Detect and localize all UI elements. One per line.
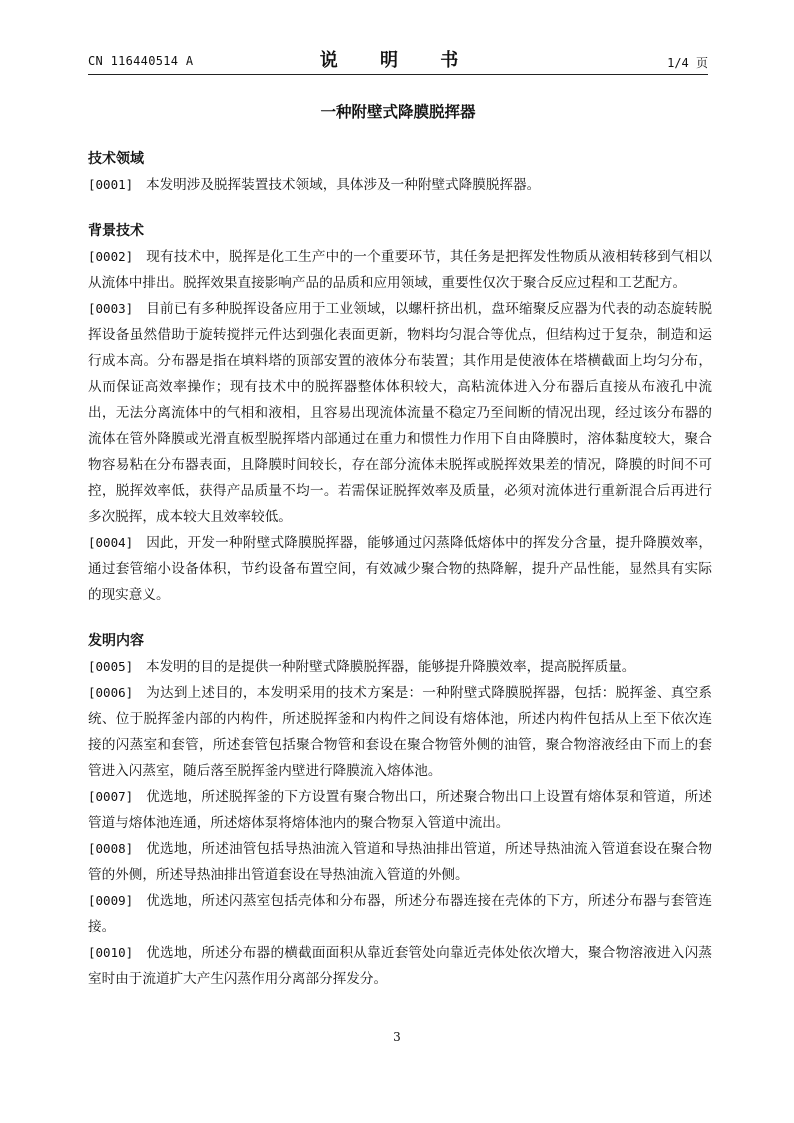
paragraph-text: 现有技术中，脱挥是化工生产中的一个重要环节，其任务是把挥发性物质从液相转移到气相以从流体中排出。脱挥效果直接影响产品的品质和应用领域，重要性仅次于聚合反应过程和工艺配方。 bbox=[88, 249, 712, 291]
section bbox=[88, 146, 712, 198]
document-body bbox=[88, 140, 712, 992]
paragraph-number: [0002] bbox=[88, 249, 134, 264]
paragraph bbox=[88, 836, 712, 888]
page-header bbox=[88, 44, 708, 72]
section-heading: 技术领域 bbox=[88, 151, 144, 167]
section bbox=[88, 628, 712, 992]
document-title: 一种附壁式降膜脱挥器 bbox=[320, 103, 476, 121]
page-number: 3 bbox=[393, 1030, 401, 1044]
paragraph-number: [0006] bbox=[88, 685, 134, 700]
paragraph-number: [0003] bbox=[88, 301, 134, 316]
paragraph bbox=[88, 940, 712, 992]
paragraph-number: [0010] bbox=[88, 945, 134, 960]
paragraph-number: [0007] bbox=[88, 789, 134, 804]
document-type-label: 说 明 书 bbox=[319, 50, 477, 71]
paragraph bbox=[88, 888, 712, 940]
paragraph-text: 本发明涉及脱挥装置技术领域，具体涉及一种附壁式降膜脱挥器。 bbox=[146, 177, 541, 193]
paragraph-text: 本发明的目的是提供一种附壁式降膜脱挥器，能够提升降膜效率，提高脱挥质量。 bbox=[146, 659, 636, 675]
section-heading: 发明内容 bbox=[88, 633, 144, 649]
paragraph-text: 优选地，所述油管包括导热油流入管道和导热油排出管道，所述导热油流入管道套设在聚合物管的外侧，所述导热油排出管道套设在导热油流入管道的外侧。 bbox=[88, 841, 712, 883]
paragraph-text: 优选地，所述闪蒸室包括壳体和分布器，所述分布器连接在壳体的下方，所述分布器与套管连接。 bbox=[88, 893, 712, 935]
paragraph bbox=[88, 784, 712, 836]
paragraph-text: 目前已有多种脱挥设备应用于工业领域，以螺杆挤出机，盘环缩聚反应器为代表的动态旋转脱挥设备虽然借助于旋转搅拌元件达到强化表面更新，物料均匀混合等优点，但结构过于复杂，制造和运行成本高。分布器是指在填料塔的顶部安置的液体分布装置；其作用是使液体在塔横截面上均匀分布，从而保证高效率操作；现有技术中的脱挥器整体体积较大，高粘流体进入分布器后直接从布液孔中流出，无法分离流体中的气相和液相，且容易出现流体流量不稳定乃至间断的情况出现，经过该分布器的流体在管外降膜或光滑直板型脱挥塔内部通过在重力和惯性力作用下自由降膜时，溶体黏度较大，聚合物容易粘在分布器表面，且降膜时间较长，存在部分流体未脱挥或脱挥效果差的情况，降膜的时间不可控，脱挥效率低，获得产品质量不均一。若需保证脱挥效率及质量，必须对流体进行重新混合后再进行多次脱挥，成本较大且效率较低。 bbox=[88, 301, 712, 525]
paragraph-number: [0009] bbox=[88, 893, 134, 908]
paragraph bbox=[88, 296, 712, 530]
paragraph-number: [0005] bbox=[88, 659, 134, 674]
paragraph-text: 为达到上述目的，本发明采用的技术方案是：一种附壁式降膜脱挥器，包括：脱挥釜、真空系统、位于脱挥釜内部的内构件，所述脱挥釜和内构件之间设有熔体池，所述内构件包括从上至下依次连接的闪蒸室和套管，所述套管包括聚合物管和套设在聚合物管外侧的油管，聚合物溶液经由下而上的套管进入闪蒸室，随后落至脱挥釜内壁进行降膜流入熔体池。 bbox=[88, 685, 712, 779]
paragraph-text: 因此，开发一种附壁式降膜脱挥器，能够通过闪蒸降低熔体中的挥发分含量，提升降膜效率，通过套管缩小设备体积，节约设备布置空间，有效减少聚合物的热降解，提升产品性能，显然具有实际的现实意义。 bbox=[88, 535, 712, 603]
paragraph bbox=[88, 172, 712, 198]
paragraph-text: 优选地，所述脱挥釜的下方设置有聚合物出口，所述聚合物出口上设置有熔体泵和管道，所述管道与熔体池连通，所述熔体泵将熔体池内的聚合物泵入管道中流出。 bbox=[88, 789, 712, 831]
paragraph-number: [0004] bbox=[88, 535, 134, 550]
paragraph bbox=[88, 654, 712, 680]
paragraph bbox=[88, 530, 712, 608]
header-divider bbox=[88, 74, 708, 75]
paragraph bbox=[88, 244, 712, 296]
page-indicator: 1/4 页 bbox=[667, 56, 708, 70]
paragraph-text: 优选地，所述分布器的横截面面积从靠近套管处向靠近壳体处依次增大，聚合物溶液进入闪蒸室时由于流道扩大产生闪蒸作用分离部分挥发分。 bbox=[88, 945, 712, 987]
section bbox=[88, 218, 712, 608]
paragraph-number: [0001] bbox=[88, 177, 134, 192]
section-heading: 背景技术 bbox=[88, 223, 144, 239]
paragraph-number: [0008] bbox=[88, 841, 134, 856]
paragraph bbox=[88, 680, 712, 784]
document-number: CN 116440514 A bbox=[88, 54, 194, 68]
